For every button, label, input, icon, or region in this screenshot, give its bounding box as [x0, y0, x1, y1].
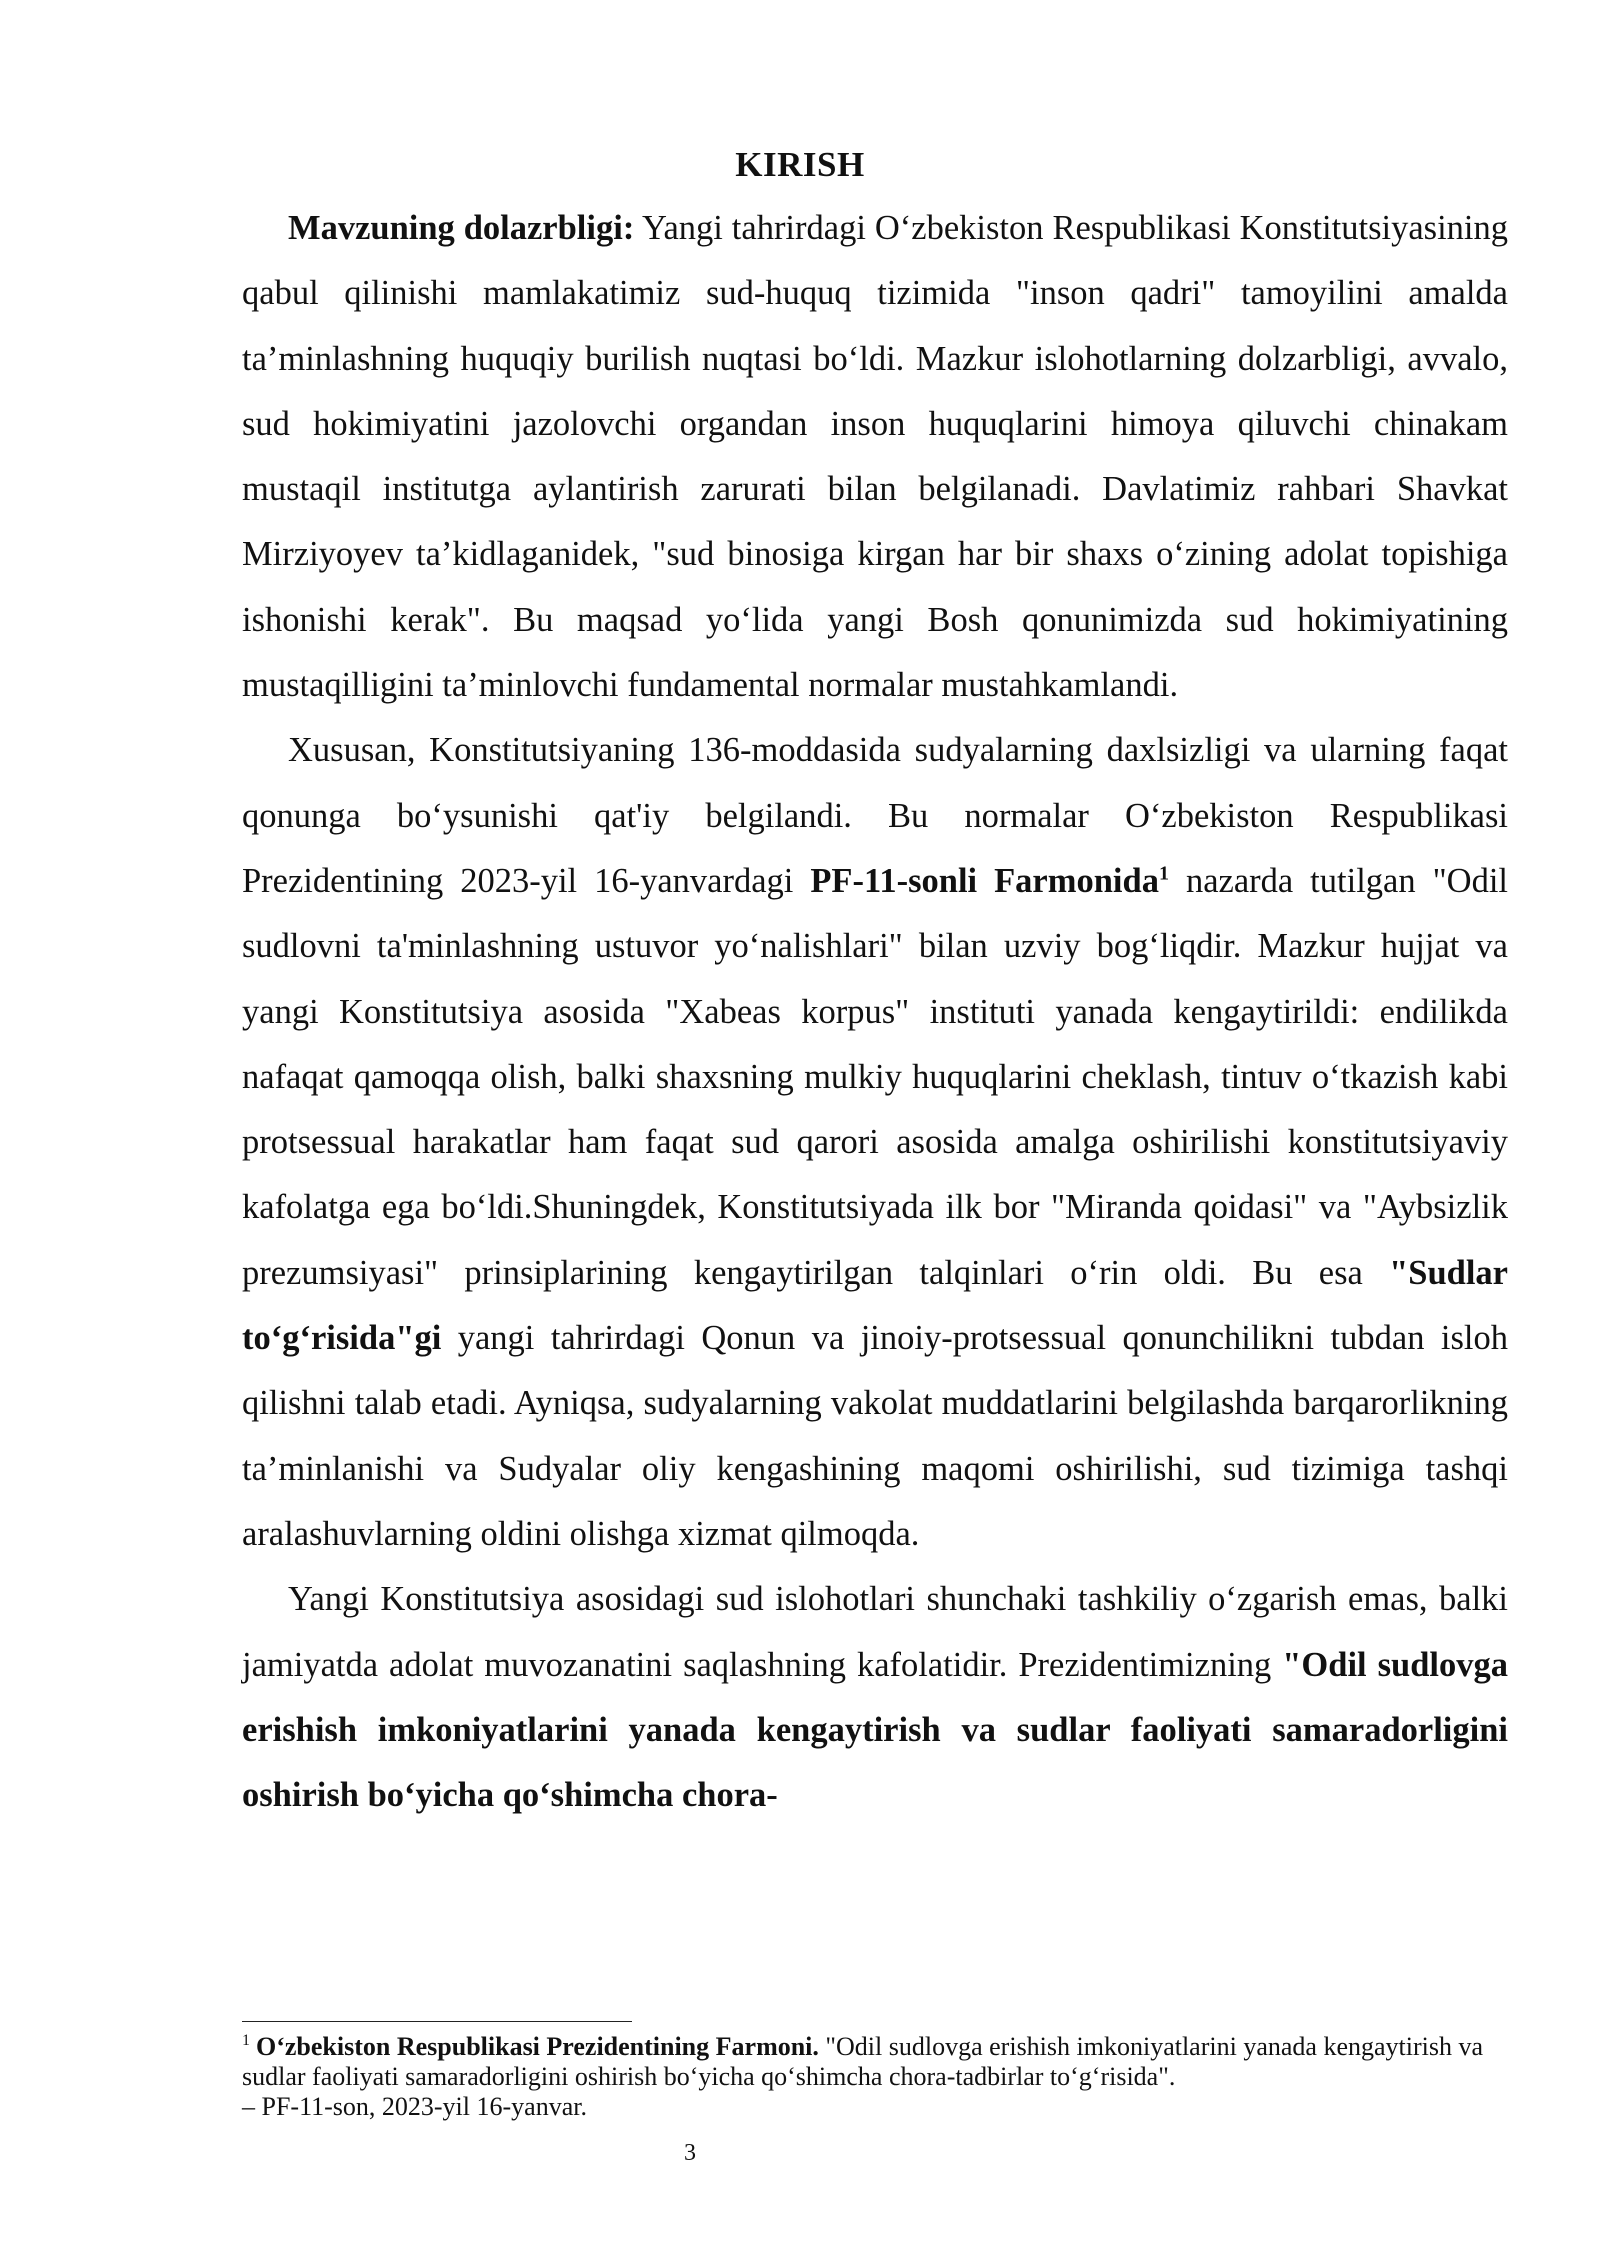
footnote-source: O‘zbekiston Respublikasi Prezidentining Farmoni.	[256, 2032, 819, 2061]
page-number: 3	[684, 2140, 696, 2166]
footnote	[242, 2032, 1508, 2122]
paragraph	[242, 196, 1508, 718]
footnote-reference: 1	[1158, 862, 1169, 885]
bold-text: Mavzuning dolazrbligi:	[288, 209, 635, 247]
paragraph	[242, 1567, 1508, 1828]
text-run: Xususan, Konstitutsiyaning 136-moddasida sudyalarning daxlsizligi va ularning faqat qonunga bo‘ysunishi qat'iy belgilandi. Bu normalar O‘zbekiston Respublikasi Prezidentining 2023-yil 16-yanvardagi	[242, 731, 1508, 900]
footnote-mark: 1	[242, 2032, 250, 2050]
text-run: nazarda tutilgan "Odil sudlovni ta'minlashning ustuvor yo‘nalishlari" bilan uzviy bog‘liqdir. Mazkur hujjat va yangi Konstitutsiya asosida "Xabeas korpus" instituti yanada kengaytirildi: endilikda nafaqat qamoqqa olish, balki shaxsning mulkiy huquqlarini cheklash, tintuv o‘tkazish kabi protsessual harakatlar ham faqat sud qarori asosida amalga oshirilishi konstitutsiyaviy kafolatga ega bo‘ldi.Shuningdek, Konstitutsiyada ilk bor "Miranda qoidasi" va "Aybsizlik prezumsiyasi" prinsiplarining kengaytirilgan talqinlari o‘rin oldi. Bu esa	[242, 861, 1509, 1292]
bold-text: "Odil sudlovga erishish imkoniyatlarini yanada kengaytirish va sudlar faoliyati samaradorligini oshirish bo‘yicha qo‘shimcha chora-	[242, 1645, 1509, 1815]
section-heading: KIRISH	[735, 145, 865, 184]
footnote-separator	[242, 2021, 632, 2022]
text-run: yangi tahrirdagi Qonun va jinoiy-protsessual qonunchilikni tubdan isloh qilishni talab etadi. Ayniqsa, sudyalarning vakolat muddatlarini belgilashda barqarorlikning ta’minlanishi va Sudyalar oliy kengashining maqomi oshirilishi, sud tizimiga tashqi aralashuvlarning oldini olishga xizmat qilmoqda.	[242, 1319, 1508, 1553]
paragraph	[242, 718, 1508, 1567]
bold-text: "Sudlar to‘g‘risida"gi	[242, 1253, 1508, 1358]
text-run: Yangi Konstitutsiya asosidagi sud islohotlari shunchaki tashkiliy o‘zgarish emas, balki jamiyatda adolat muvozanatini saqlashning kafolatidir. Prezidentimizning	[242, 1580, 1508, 1684]
text-run: Yangi tahrirdagi O‘zbekiston Respublikasi Konstitutsiyasining qabul qilinishi mamlakatimiz sud-huquq tizimida "inson qadri" tamoyilini amalda ta’minlashning huquqiy burilish nuqtasi bo‘ldi. Mazkur islohotlarning dolzarbligi, avvalo, sud hokimiyatini jazolovchi organdan inson huquqlarini himoya qiluvchi chinakam mustaqil institutga aylantirish zarurati bilan belgilanadi. Davlatimiz rahbari Shavkat Mirziyoyev ta’kidlaganidek, "sud binosiga kirgan har bir shaxs o‘zining adolat topishiga ishonishi kerak". Bu maqsad yo‘lida yangi Bosh qonunimizda sud hokimiyatining mustaqilligini ta’minlovchi fundamental normalar mustahkamlandi.	[242, 209, 1508, 705]
footnote-text-line2: – PF-11-son, 2023-yil 16-yanvar.	[242, 2092, 587, 2121]
bold-text: PF-11-sonli Farmonida	[810, 861, 1159, 900]
footnote-text: "Odil sudlovga erishish imkoniyatlarini yanada kengaytirish va sudlar faoliyati samaradorligini oshirish bo‘yicha qo‘shimcha chora-tadbirlar to‘g‘risida".	[242, 2032, 1484, 2091]
body-text	[242, 196, 1508, 1828]
